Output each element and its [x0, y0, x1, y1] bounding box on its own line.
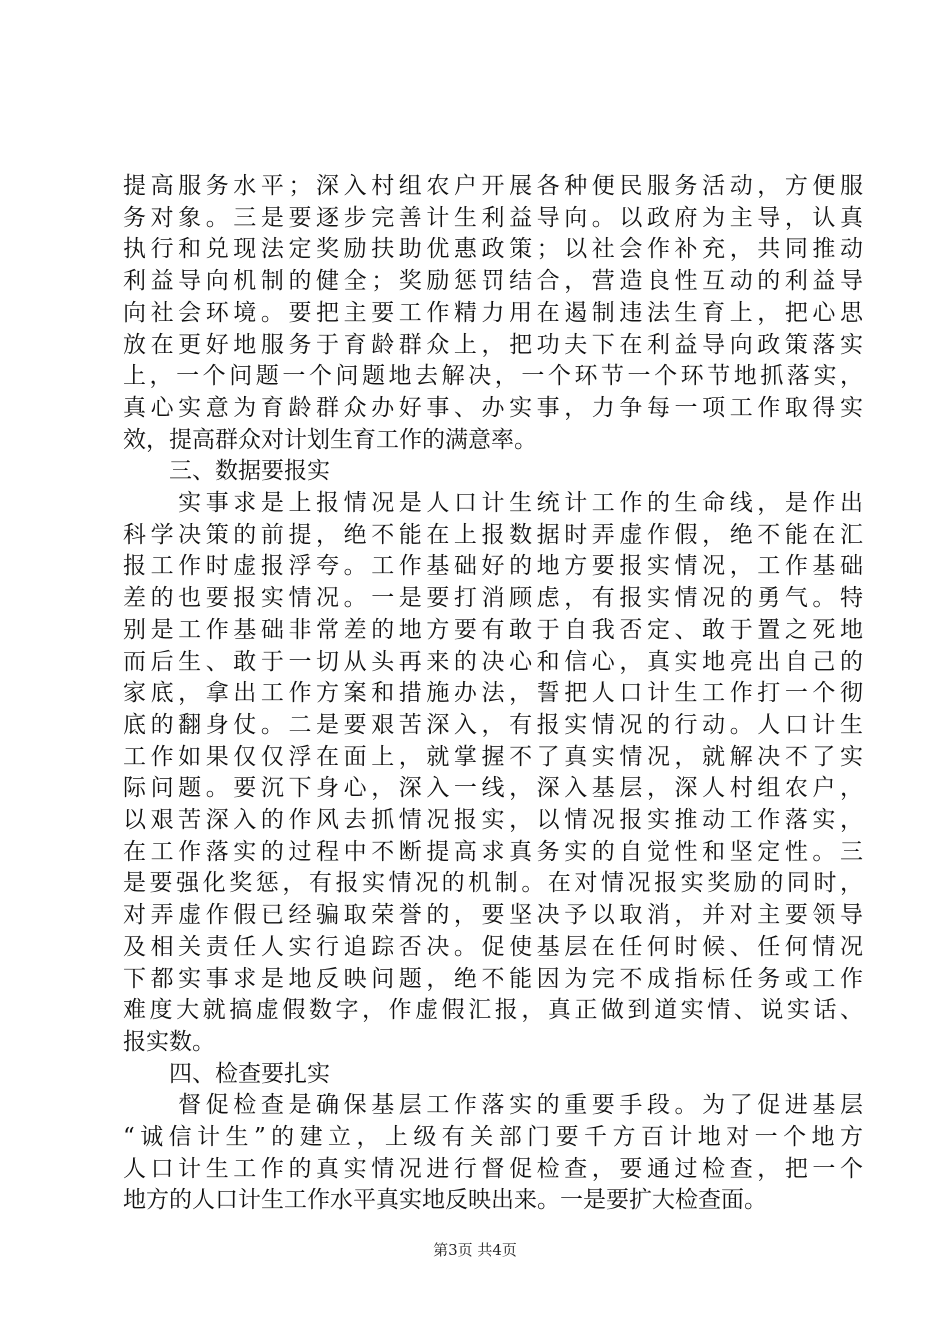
body-line: 下都实事求是地反映问题，绝不能因为完不成指标任务或工作 [123, 965, 863, 992]
body-line: 实事求是上报情况是人口计生统计工作的生命线，是作出 [123, 490, 863, 516]
body-line: 别是工作基础非常差的地方要有敢于自我否定、敢于置之死地 [123, 616, 863, 643]
body-line: 上，一个问题一个问题地去解决，一个环节一个环节地抓落实， [123, 363, 863, 390]
body-line: 对弄虚作假已经骗取荣誉的，要坚决予以取消，并对主要领导 [123, 902, 863, 929]
body-line: 家底，拿出工作方案和措施办法，誓把人口计生工作打一个彻 [123, 680, 863, 707]
body-line: 而后生、敢于一切从头再来的决心和信心，真实地亮出自己的 [123, 648, 863, 675]
body-line: 际问题。要沉下身心，深入一线，深入基层，深人村组农户， [123, 775, 863, 802]
body-line: 是要强化奖惩，有报实情况的机制。在对情况报实奖励的同时， [123, 870, 863, 897]
body-line: 在工作落实的过程中不断提高求真务实的自觉性和坚定性。三 [123, 838, 863, 865]
body-line: 工作如果仅仅浮在面上，就掌握不了真实情况，就解决不了实 [123, 743, 863, 770]
body-line: 底的翻身仗。二是要艰苦深入，有报实情况的行动。人口计生 [123, 711, 863, 738]
section-heading: 四、检查要扎实 [123, 1060, 330, 1087]
body-line: 及相关责任人实行追踪否决。促使基层在任何时候、任何情况 [123, 933, 863, 960]
body-line: 科学决策的前提，绝不能在上报数据时弄虚作假，绝不能在汇 [123, 521, 863, 548]
body-line: 难度大就搞虚假数字，作虚假汇报，真正做到道实情、说实话、 [123, 997, 863, 1024]
body-line: “诚信计生”的建立，上级有关部门要千方百计地对一个地方 [123, 1124, 863, 1150]
body-line: 以艰苦深入的作风去抓情况报实，以情况报实推动工作落实， [123, 807, 863, 833]
body-line: 效，提高群众对计划生育工作的满意率。 [123, 426, 537, 453]
body-line: 执行和兑现法定奖励扶助优惠政策；以社会作补充，共同推动 [123, 236, 863, 263]
body-line: 报实数。 [123, 1028, 215, 1055]
body-line: 务对象。三是要逐步完善计生利益导向。以政府为主导，认真 [123, 204, 863, 231]
body-line: 提高服务水平；深入村组农户开展各种便民服务活动，方便服 [123, 173, 863, 199]
body-line: 向社会环境。要把主要工作精力用在遏制违法生育上，把心思 [123, 299, 863, 326]
body-line: 真心实意为育龄群众办好事、办实事，力争每一项工作取得实 [123, 394, 863, 421]
body-line: 人口计生工作的真实情况进行督促检查，要通过检查，把一个 [123, 1155, 863, 1182]
body-line: 地方的人口计生工作水平真实地反映出来。一是要扩大检查面。 [123, 1187, 767, 1214]
section-heading: 三、数据要报实 [123, 458, 330, 485]
body-line: 差的也要报实情况。一是要打消顾虑，有报实情况的勇气。特 [123, 585, 863, 612]
body-line: 放在更好地服务于育龄群众上，把功夫下在利益导向政策落实 [123, 331, 863, 358]
body-line: 利益导向机制的健全；奖励惩罚结合，营造良性互动的利益导 [123, 268, 863, 295]
page-number-footer: 第3页 共4页 [433, 1241, 517, 1259]
body-line: 报工作时虚报浮夸。工作基础好的地方要报实情况，工作基础 [123, 553, 863, 580]
body-line: 督促检查是确保基层工作落实的重要手段。为了促进基层 [123, 1092, 863, 1119]
